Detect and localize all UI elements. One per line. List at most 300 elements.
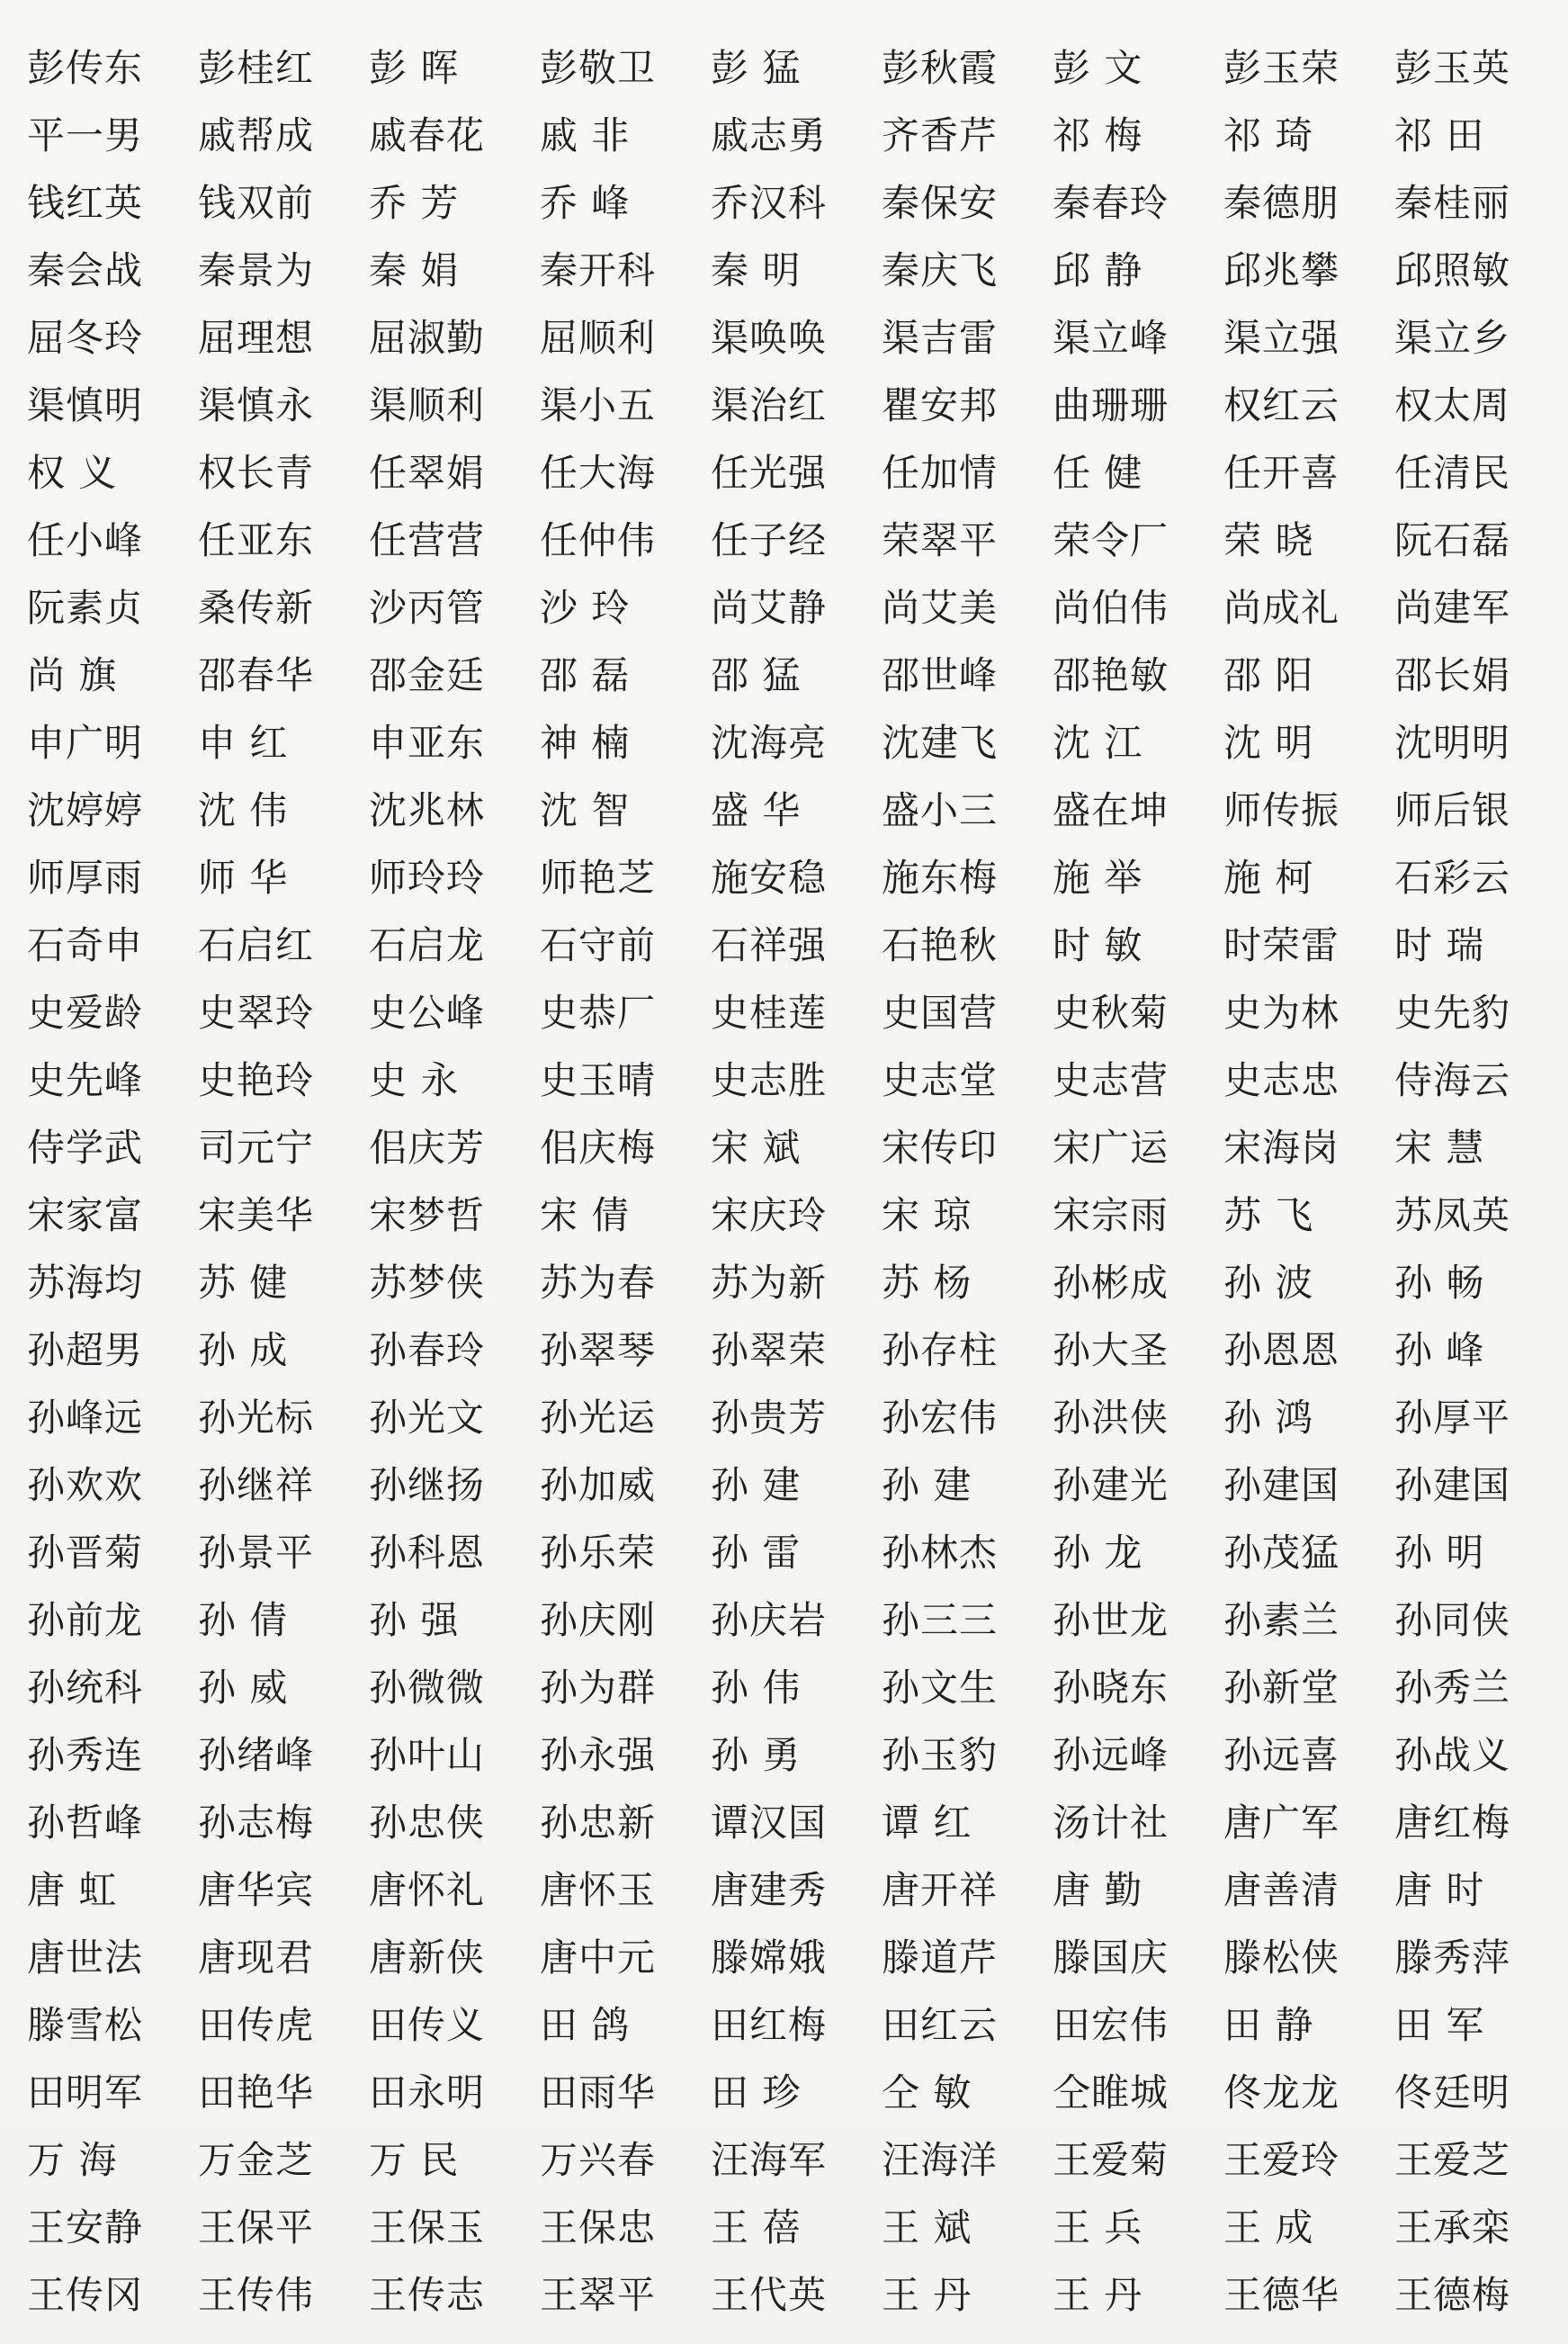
name-cell: 彭敬卫: [540, 46, 657, 90]
name-cell: 乔 峰: [540, 181, 631, 225]
name-cell: 祁 琦: [1223, 113, 1314, 157]
name-cell: 阮素贞: [27, 586, 144, 630]
name-cell: 戚帮成: [198, 113, 315, 157]
name-cell: 任营营: [369, 518, 486, 562]
name-cell: 孙哲峰: [27, 1801, 144, 1845]
name-cell: 盛 华: [711, 788, 802, 832]
name-cell: 田永明: [369, 2070, 486, 2115]
name-cell: 田传虎: [198, 2003, 315, 2047]
name-cell: 孙乐荣: [540, 1531, 657, 1575]
name-cell: 荣令厂: [1053, 518, 1169, 562]
name-cell: 秦 娟: [369, 248, 460, 292]
name-cell: 田 军: [1394, 2003, 1485, 2047]
name-cell: 申 红: [198, 721, 289, 765]
name-cell: 孙贵芳: [711, 1396, 828, 1440]
name-cell: 王 斌: [882, 2205, 972, 2250]
name-cell: 沈婷婷: [27, 788, 144, 832]
name-cell: 任大海: [540, 451, 657, 495]
name-cell: 唐世法: [27, 1935, 144, 1980]
name-cell: 祁 田: [1394, 113, 1485, 157]
name-cell: 宋传印: [882, 1126, 999, 1170]
name-cell: 彭 晖: [369, 46, 460, 90]
name-cell: 孙绪峰: [198, 1733, 315, 1777]
name-cell: 孙玉豹: [882, 1733, 999, 1777]
name-cell: 孙景平: [198, 1531, 315, 1575]
name-cell: 沙 玲: [540, 586, 631, 630]
name-cell: 万兴春: [540, 2138, 657, 2182]
name-cell: 王保玉: [369, 2205, 486, 2250]
name-cell: 孙文生: [882, 1666, 999, 1710]
name-cell: 仝睢城: [1053, 2070, 1169, 2115]
name-cell: 王 成: [1223, 2205, 1314, 2250]
name-cell: 苏为春: [540, 1261, 657, 1305]
name-cell: 史志胜: [711, 1058, 828, 1102]
name-cell: 邱照敏: [1394, 248, 1511, 292]
name-cell: 邱兆攀: [1223, 248, 1340, 292]
name-cell: 汪海军: [711, 2138, 828, 2182]
name-cell: 彭玉英: [1394, 46, 1511, 90]
name-cell: 沈 明: [1223, 721, 1314, 765]
name-cell: 屈淑勤: [369, 316, 486, 360]
name-cell: 孙永强: [540, 1733, 657, 1777]
name-cell: 史志堂: [882, 1058, 999, 1102]
name-cell: 史 永: [369, 1058, 460, 1102]
name-cell: 孙建国: [1394, 1463, 1511, 1507]
name-cell: 仝 敏: [882, 2070, 972, 2115]
name-cell: 史爱龄: [27, 991, 144, 1035]
name-cell: 渠慎明: [27, 383, 144, 427]
name-cell: 孙大圣: [1053, 1328, 1169, 1372]
name-cell: 沙丙管: [369, 586, 486, 630]
name-cell: 曲珊珊: [1053, 383, 1169, 427]
name-cell: 孙世龙: [1053, 1598, 1169, 1642]
name-cell: 尚成礼: [1223, 586, 1340, 630]
name-cell: 孙 明: [1394, 1531, 1485, 1575]
name-cell: 任仲伟: [540, 518, 657, 562]
name-cell: 石彩云: [1394, 856, 1511, 900]
name-cell: 孙 雷: [711, 1531, 802, 1575]
name-cell: 宋家富: [27, 1193, 144, 1237]
name-cell: 孙加威: [540, 1463, 657, 1507]
name-cell: 孙 波: [1223, 1261, 1314, 1305]
name-cell: 唐建秀: [711, 1868, 828, 1912]
name-cell: 孙素兰: [1223, 1598, 1340, 1642]
name-cell: 王传冈: [27, 2273, 144, 2317]
name-cell: 王德梅: [1394, 2273, 1511, 2317]
name-cell: 孙秀兰: [1394, 1666, 1511, 1710]
name-cell: 王传志: [369, 2273, 486, 2317]
name-cell: 石艳秋: [882, 923, 999, 967]
name-cell: 孙 伟: [711, 1666, 802, 1710]
name-cell: 佀庆芳: [369, 1126, 486, 1170]
name-cell: 孙晓东: [1053, 1666, 1169, 1710]
name-cell: 唐中元: [540, 1935, 657, 1980]
name-cell: 苏为新: [711, 1261, 828, 1305]
name-cell: 神 楠: [540, 721, 631, 765]
name-cell: 王代英: [711, 2273, 828, 2317]
name-cell: 孙忠侠: [369, 1801, 486, 1845]
name-cell: 秦庆飞: [882, 248, 999, 292]
name-cell: 苏 飞: [1223, 1193, 1314, 1237]
name-cell: 孙 建: [882, 1463, 972, 1507]
name-cell: 唐开祥: [882, 1868, 999, 1912]
name-cell: 史秋菊: [1053, 991, 1169, 1035]
name-cell: 孙林杰: [882, 1531, 999, 1575]
name-cell: 渠治红: [711, 383, 828, 427]
name-cell: 屈顺利: [540, 316, 657, 360]
name-cell: 任光强: [711, 451, 828, 495]
name-cell: 邵 阳: [1223, 653, 1314, 697]
name-cell: 孙 建: [711, 1463, 802, 1507]
name-cell: 任清民: [1394, 451, 1511, 495]
name-cell: 佟廷明: [1394, 2070, 1511, 2115]
name-cell: 师传振: [1223, 788, 1340, 832]
name-cell: 乔汉科: [711, 181, 828, 225]
name-cell: 史桂莲: [711, 991, 828, 1035]
name-cell: 史先峰: [27, 1058, 144, 1102]
name-cell: 彭玉荣: [1223, 46, 1340, 90]
name-cell: 万 民: [369, 2138, 460, 2182]
name-cell: 孙为群: [540, 1666, 657, 1710]
name-cell: 施 柯: [1223, 856, 1314, 900]
name-cell: 孙厚平: [1394, 1396, 1511, 1440]
name-cell: 尚艾美: [882, 586, 999, 630]
name-cell: 唐 虹: [27, 1868, 118, 1912]
name-cell: 邵金廷: [369, 653, 486, 697]
name-cell: 谭 红: [882, 1801, 972, 1845]
name-cell: 时荣雷: [1223, 923, 1340, 967]
name-cell: 田 珍: [711, 2070, 802, 2115]
name-cell: 孙忠新: [540, 1801, 657, 1845]
name-cell: 王 蓓: [711, 2205, 802, 2250]
name-cell: 屈冬玲: [27, 316, 144, 360]
name-cell: 邵长娟: [1394, 653, 1511, 697]
name-cell: 孙宏伟: [882, 1396, 999, 1440]
name-cell: 渠吉雷: [882, 316, 999, 360]
name-cell: 权太周: [1394, 383, 1511, 427]
name-cell: 时 瑞: [1394, 923, 1485, 967]
name-cell: 田雨华: [540, 2070, 657, 2115]
name-cell: 乔 芳: [369, 181, 460, 225]
name-cell: 孙存柱: [882, 1328, 999, 1372]
name-cell: 师后银: [1394, 788, 1511, 832]
name-cell: 唐怀礼: [369, 1868, 486, 1912]
name-cell: 王爱菊: [1053, 2138, 1169, 2182]
name-cell: 孙恩恩: [1223, 1328, 1340, 1372]
name-cell: 邵春华: [198, 653, 315, 697]
name-cell: 孙继扬: [369, 1463, 486, 1507]
name-cell: 孙洪侠: [1053, 1396, 1169, 1440]
name-cell: 沈兆林: [369, 788, 486, 832]
name-cell: 任亚东: [198, 518, 315, 562]
name-cell: 苏海均: [27, 1261, 144, 1305]
name-cell: 盛小三: [882, 788, 999, 832]
name-cell: 田艳华: [198, 2070, 315, 2115]
name-cell: 石祥强: [711, 923, 828, 967]
name-cell: 田明军: [27, 2070, 144, 2115]
name-cell: 宋 琼: [882, 1193, 972, 1237]
name-cell: 邵 磊: [540, 653, 631, 697]
name-cell: 任子经: [711, 518, 828, 562]
name-cell: 师 华: [198, 856, 289, 900]
name-cell: 钱双前: [198, 181, 315, 225]
name-cell: 史为林: [1223, 991, 1340, 1035]
name-cell: 邱 静: [1053, 248, 1143, 292]
name-cell: 沈 江: [1053, 721, 1143, 765]
name-cell: 宋 斌: [711, 1126, 802, 1170]
name-cell: 瞿安邦: [882, 383, 999, 427]
name-cell: 王承栾: [1394, 2205, 1511, 2250]
name-cell: 孙统科: [27, 1666, 144, 1710]
name-cell: 沈建飞: [882, 721, 999, 765]
name-cell: 任 健: [1053, 451, 1143, 495]
name-cell: 孙欢欢: [27, 1463, 144, 1507]
name-cell: 滕雪松: [27, 2003, 144, 2047]
name-cell: 秦春玲: [1053, 181, 1169, 225]
name-cell: 王安静: [27, 2205, 144, 2250]
name-cell: 渠小五: [540, 383, 657, 427]
name-cell: 宋宗雨: [1053, 1193, 1169, 1237]
name-cell: 荣 晓: [1223, 518, 1314, 562]
name-cell: 孙 成: [198, 1328, 289, 1372]
name-cell: 邵艳敏: [1053, 653, 1169, 697]
name-cell: 孙秀连: [27, 1733, 144, 1777]
name-cell: 田红梅: [711, 2003, 828, 2047]
name-cell: 孙翠琴: [540, 1328, 657, 1372]
name-cell: 孙晋菊: [27, 1531, 144, 1575]
name-cell: 王保忠: [540, 2205, 657, 2250]
name-cell: 尚 旗: [27, 653, 118, 697]
name-cell: 王传伟: [198, 2273, 315, 2317]
name-cell: 孙 威: [198, 1666, 289, 1710]
name-cell: 秦德朋: [1223, 181, 1340, 225]
name-cell: 王翠平: [540, 2273, 657, 2317]
name-cell: 权 义: [27, 451, 118, 495]
name-cell: 孙 畅: [1394, 1261, 1485, 1305]
name-cell: 孙建国: [1223, 1463, 1340, 1507]
name-cell: 屈理想: [198, 316, 315, 360]
name-cell: 师厚雨: [27, 856, 144, 900]
name-cell: 孙庆刚: [540, 1598, 657, 1642]
name-cell: 唐怀玉: [540, 1868, 657, 1912]
name-cell: 王 丹: [1053, 2273, 1143, 2317]
name-cell: 滕嫦娥: [711, 1935, 828, 1980]
name-cell: 苏凤英: [1394, 1193, 1511, 1237]
name-cell: 孙光运: [540, 1396, 657, 1440]
name-cell: 任翠娟: [369, 451, 486, 495]
name-cell: 宋美华: [198, 1193, 315, 1237]
name-cell: 尚伯伟: [1053, 586, 1169, 630]
name-cell: 孙 峰: [1394, 1328, 1485, 1372]
name-cell: 宋庆玲: [711, 1193, 828, 1237]
name-cell: 滕松侠: [1223, 1935, 1340, 1980]
name-cell: 孙春玲: [369, 1328, 486, 1372]
name-cell: 唐现君: [198, 1935, 315, 1980]
name-cell: 史恭厂: [540, 991, 657, 1035]
name-cell: 滕国庆: [1053, 1935, 1169, 1980]
name-cell: 侍学武: [27, 1126, 144, 1170]
name-cell: 苏 健: [198, 1261, 289, 1305]
name-cell: 孙彬成: [1053, 1261, 1169, 1305]
name-cell: 孙科恩: [369, 1531, 486, 1575]
name-cell: 王德华: [1223, 2273, 1340, 2317]
name-cell: 滕道芹: [882, 1935, 999, 1980]
name-cell: 史国营: [882, 991, 999, 1035]
name-cell: 孙庆岩: [711, 1598, 828, 1642]
name-cell: 孙 勇: [711, 1733, 802, 1777]
name-cell: 阮石磊: [1394, 518, 1511, 562]
name-cell: 石奇申: [27, 923, 144, 967]
name-cell: 施东梅: [882, 856, 999, 900]
name-cell: 权长青: [198, 451, 315, 495]
name-cell: 彭 猛: [711, 46, 802, 90]
name-cell: 渠慎永: [198, 383, 315, 427]
name-cell: 孙建光: [1053, 1463, 1169, 1507]
name-cell: 尚艾静: [711, 586, 828, 630]
name-cell: 司元宁: [198, 1126, 315, 1170]
name-cell: 苏 杨: [882, 1261, 972, 1305]
name-cell: 戚春花: [369, 113, 486, 157]
name-cell: 唐 时: [1394, 1868, 1485, 1912]
name-cell: 孙三三: [882, 1598, 999, 1642]
name-cell: 秦会战: [27, 248, 144, 292]
name-cell: 宋 慧: [1394, 1126, 1485, 1170]
name-cell: 唐华宾: [198, 1868, 315, 1912]
name-cell: 宋广运: [1053, 1126, 1169, 1170]
name-cell: 彭秋霞: [882, 46, 999, 90]
name-cell: 孙新堂: [1223, 1666, 1340, 1710]
name-cell: 孙远峰: [1053, 1733, 1169, 1777]
name-cell: 唐善清: [1223, 1868, 1340, 1912]
name-cell: 田 静: [1223, 2003, 1314, 2047]
name-cell: 孙茂猛: [1223, 1531, 1340, 1575]
name-cell: 孙微微: [369, 1666, 486, 1710]
name-cell: 秦开科: [540, 248, 657, 292]
name-cell: 邵世峰: [882, 653, 999, 697]
name-cell: 齐香芹: [882, 113, 999, 157]
name-cell: 万 海: [27, 2138, 118, 2182]
name-cell: 孙战义: [1394, 1733, 1511, 1777]
name-cell: 盛在坤: [1053, 788, 1169, 832]
name-cell: 孙叶山: [369, 1733, 486, 1777]
name-cell: 沈明明: [1394, 721, 1511, 765]
name-cell: 邵 猛: [711, 653, 802, 697]
name-cell: 史先豹: [1394, 991, 1511, 1035]
name-cell: 权红云: [1223, 383, 1340, 427]
name-cell: 石启红: [198, 923, 315, 967]
name-cell: 王 丹: [882, 2273, 972, 2317]
name-cell: 戚 非: [540, 113, 631, 157]
name-cell: 申亚东: [369, 721, 486, 765]
name-cell: 祁 梅: [1053, 113, 1143, 157]
name-cell: 任小峰: [27, 518, 144, 562]
name-cell: 王爱芝: [1394, 2138, 1511, 2182]
name-cell: 侍海云: [1394, 1058, 1511, 1102]
name-cell: 钱红英: [27, 181, 144, 225]
name-cell: 秦 明: [711, 248, 802, 292]
name-cell: 渠立峰: [1053, 316, 1169, 360]
name-cell: 史志营: [1053, 1058, 1169, 1102]
name-cell: 宋梦哲: [369, 1193, 486, 1237]
name-cell: 唐广军: [1223, 1801, 1340, 1845]
name-cell: 孙志梅: [198, 1801, 315, 1845]
name-cell: 秦桂丽: [1394, 181, 1511, 225]
name-cell: 施 举: [1053, 856, 1143, 900]
name-cell: 时 敏: [1053, 923, 1143, 967]
name-cell: 史志忠: [1223, 1058, 1340, 1102]
name-cell: 王爱玲: [1223, 2138, 1340, 2182]
name-cell: 秦保安: [882, 181, 999, 225]
name-cell: 孙超男: [27, 1328, 144, 1372]
name-cell: 石启龙: [369, 923, 486, 967]
name-cell: 彭桂红: [198, 46, 315, 90]
name-list-grid: [27, 34, 1547, 2329]
name-cell: 唐 勤: [1053, 1868, 1143, 1912]
name-cell: 孙峰远: [27, 1396, 144, 1440]
name-cell: 孙 龙: [1053, 1531, 1143, 1575]
name-cell: 田传义: [369, 2003, 486, 2047]
name-cell: 汪海洋: [882, 2138, 999, 2182]
name-cell: 宋 倩: [540, 1193, 631, 1237]
name-cell: 沈 智: [540, 788, 631, 832]
name-cell: 孙同侠: [1394, 1598, 1511, 1642]
name-cell: 渠立乡: [1394, 316, 1511, 360]
name-cell: 任加情: [882, 451, 999, 495]
name-cell: 宋海岗: [1223, 1126, 1340, 1170]
name-cell: 万金芝: [198, 2138, 315, 2182]
name-cell: 孙继祥: [198, 1463, 315, 1507]
name-cell: 孙翠荣: [711, 1328, 828, 1372]
name-cell: 沈 伟: [198, 788, 289, 832]
name-cell: 孙 强: [369, 1598, 460, 1642]
name-cell: 孙前龙: [27, 1598, 144, 1642]
name-cell: 施安稳: [711, 856, 828, 900]
name-cell: 师艳芝: [540, 856, 657, 900]
name-cell: 田 鸽: [540, 2003, 631, 2047]
name-cell: 渠唤唤: [711, 316, 828, 360]
name-cell: 孙光文: [369, 1396, 486, 1440]
name-cell: 渠立强: [1223, 316, 1340, 360]
name-cell: 任开喜: [1223, 451, 1340, 495]
name-cell: 孙光标: [198, 1396, 315, 1440]
name-cell: 渠顺利: [369, 383, 486, 427]
name-cell: 尚建军: [1394, 586, 1511, 630]
name-cell: 师玲玲: [369, 856, 486, 900]
name-cell: 史艳玲: [198, 1058, 315, 1102]
name-cell: 滕秀萍: [1394, 1935, 1511, 1980]
name-cell: 荣翠平: [882, 518, 999, 562]
name-cell: 王 兵: [1053, 2205, 1143, 2250]
name-cell: 石守前: [540, 923, 657, 967]
name-cell: 平一男: [27, 113, 144, 157]
name-cell: 沈海亮: [711, 721, 828, 765]
name-cell: 秦景为: [198, 248, 315, 292]
name-cell: 佀庆梅: [540, 1126, 657, 1170]
name-cell: 苏梦侠: [369, 1261, 486, 1305]
name-cell: 史玉晴: [540, 1058, 657, 1102]
name-cell: 唐红梅: [1394, 1801, 1511, 1845]
name-cell: 佟龙龙: [1223, 2070, 1340, 2115]
name-cell: 史公峰: [369, 991, 486, 1035]
name-cell: 彭 文: [1053, 46, 1143, 90]
name-cell: 田红云: [882, 2003, 999, 2047]
name-cell: 田宏伟: [1053, 2003, 1169, 2047]
name-cell: 桑传新: [198, 586, 315, 630]
name-cell: 彭传东: [27, 46, 144, 90]
name-cell: 孙 倩: [198, 1598, 289, 1642]
name-cell: 孙 鸿: [1223, 1396, 1314, 1440]
name-cell: 申广明: [27, 721, 144, 765]
